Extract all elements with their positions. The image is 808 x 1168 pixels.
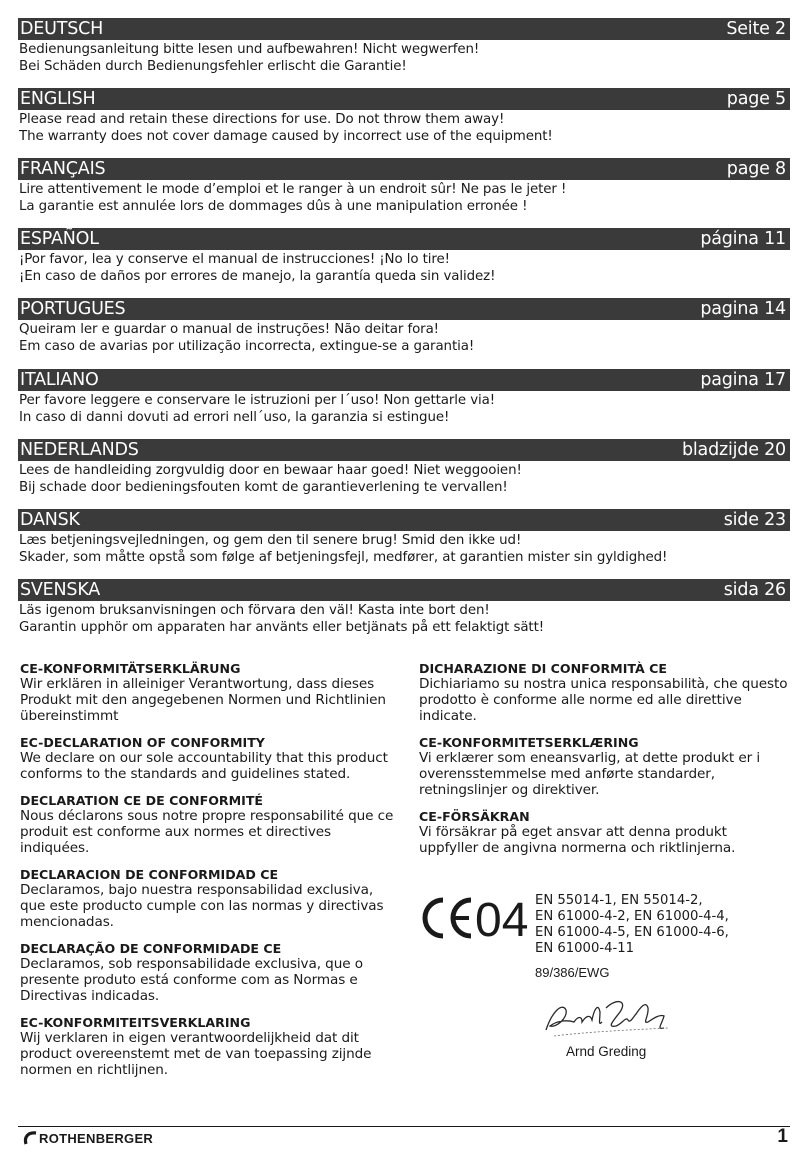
lang-text	[18, 391, 790, 426]
lang-block-deutsch	[18, 18, 790, 75]
declaration-text: We declare on our sole accountability that this product conforms to the standards and guidelines stated.	[20, 750, 388, 782]
lang-text-line: La garantie est annulée lors de dommages dûs à une manipulation erronée !	[19, 198, 528, 214]
lang-text-line: Bij schade door bedieningsfouten komt de garantieverlening te vervallen!	[19, 479, 508, 495]
declaration-da	[419, 735, 789, 798]
lang-text-line: ¡Por favor, lea y conserve el manual de instrucciones! ¡No lo tire!	[19, 252, 450, 267]
lang-name: ESPAÑOL	[20, 229, 99, 249]
lang-header	[18, 579, 790, 601]
ce-standard-line: EN 55014-1, EN 55014-2,	[535, 893, 703, 908]
declaration-title: DICHARAZIONE DI CONFORMITÀ CE	[419, 661, 667, 676]
lang-text-line: ¡En caso de daños por errores de manejo, la garantía queda sin validez!	[19, 268, 496, 284]
lang-header	[18, 158, 790, 180]
lang-text	[18, 601, 790, 636]
lang-block-italiano	[18, 369, 790, 426]
declaration-fr	[20, 793, 400, 856]
lang-text	[18, 110, 790, 145]
declaration-es	[20, 867, 400, 930]
page-number: 1	[777, 1126, 788, 1147]
lang-text-line: Per favore leggere e conservare le istruzioni per l´uso! Non gettarle via!	[19, 393, 496, 408]
lang-text	[18, 40, 790, 75]
ce-standard-line: EN 61000-4-2, EN 61000-4-4,	[535, 909, 729, 924]
lang-name: FRANÇAIS	[20, 159, 106, 179]
lang-page-ref: page 8	[726, 159, 786, 179]
lang-text-line: Lire attentivement le mode d’emploi et le ranger à un endroit sûr! Ne pas le jeter !	[19, 182, 567, 197]
lang-header	[18, 88, 790, 110]
declaration-text: Wir erklären in alleiniger Verantwortung, dass dieses Produkt mit den angegebenen Normen und Richtlinien übereinstimmt	[20, 676, 386, 724]
lang-name: NEDERLANDS	[20, 440, 139, 460]
declarations-left-column	[20, 661, 400, 1089]
lang-text-line: Bei Schäden durch Bedienungsfehler erlischt die Garantie!	[19, 58, 407, 74]
lang-text	[18, 461, 790, 496]
brand-logo	[22, 1130, 153, 1146]
lang-page-ref: Seite 2	[726, 19, 786, 39]
lang-text	[18, 531, 790, 566]
lang-text-line: In caso di danni dovuti ad errori nell´uso, la garanzia si estingue!	[19, 409, 450, 425]
brand-swoosh-icon	[22, 1130, 38, 1146]
declaration-it	[419, 661, 789, 724]
signature-image	[536, 990, 676, 1046]
brand-name: ROTHENBERGER	[39, 1130, 154, 1146]
declaration-text: Nous déclarons sous notre propre responsabilité que ce produit est conforme aux normes et directives indiquées.	[20, 808, 394, 856]
lang-page-ref: pagina 17	[700, 370, 786, 390]
lang-name: SVENSKA	[20, 580, 101, 600]
declaration-pt	[20, 941, 400, 1004]
declaration-text: Dichiariamo su nostra unica responsabilità, che questo prodotto è conforme alle norme ed alle direttive indicate.	[419, 676, 788, 724]
lang-block-espanol	[18, 228, 790, 285]
lang-name: DANSK	[20, 510, 80, 530]
lang-text-line: Skader, som måtte opstå som følge af betjeningsfejl, medfører, at garantien mister sin gyldighed!	[19, 549, 668, 565]
lang-header	[18, 509, 790, 531]
lang-text-line: Em caso de avarias por utilização incorrecta, extingue-se a garantia!	[19, 338, 475, 354]
lang-name: ENGLISH	[20, 89, 96, 109]
declaration-text: Declaramos, sob responsabilidade exclusiva, que o presente produto está conforme com as Normas e Directivas indicadas.	[20, 956, 363, 1004]
lang-text-line: Bedienungsanleitung bitte lesen und aufbewahren! Nicht wegwerfen!	[19, 42, 480, 57]
signatory-name: Arnd Greding	[566, 1044, 647, 1059]
lang-text-line: Læs betjeningsvejledningen, og gem den til senere brug! Smid den ikke ud!	[19, 533, 522, 548]
declaration-en	[20, 735, 400, 782]
lang-header	[18, 439, 790, 461]
lang-text-line: Please read and retain these directions for use. Do not throw them away!	[19, 112, 505, 127]
ce-mark-icon	[419, 890, 531, 946]
lang-name: PORTUGUES	[20, 299, 126, 319]
lang-block-dansk	[18, 509, 790, 566]
declaration-title: DECLARATION CE DE CONFORMITÉ	[20, 793, 264, 808]
lang-header	[18, 228, 790, 250]
lang-block-francais	[18, 158, 790, 215]
lang-name: DEUTSCH	[20, 19, 104, 39]
declaration-text: Wij verklaren in eigen verantwoordelijkheid dat dit product overeenstemt met de van toepassing zijnde normen en richtlijnen.	[20, 1030, 372, 1078]
lang-name: ITALIANO	[20, 370, 99, 390]
declaration-de	[20, 661, 400, 724]
lang-page-ref: página 11	[700, 229, 786, 249]
declaration-text: Vi försäkrar på eget ansvar att denna produkt uppfyller de angivna normerna och riktlinjerna.	[419, 824, 736, 856]
lang-text-line: Lees de handleiding zorgvuldig door en bewaar haar goed! Niet weggooien!	[19, 463, 522, 478]
lang-page-ref: side 23	[723, 510, 786, 530]
ce-mark-number: 04	[475, 894, 529, 946]
footer-divider	[18, 1126, 790, 1127]
ce-standards-list	[535, 893, 775, 957]
declarations-right-column	[419, 661, 789, 867]
lang-text-line: Garantin upphör om apparaten har använts eller betjänats på ett felaktigt sätt!	[19, 619, 545, 635]
declaration-title: CE-KONFORMITÄTSERKLÄRUNG	[20, 661, 241, 676]
lang-page-ref: sida 26	[723, 580, 786, 600]
declaration-nl	[20, 1015, 400, 1078]
ce-standard-line: EN 61000-4-5, EN 61000-4-6,	[535, 925, 729, 940]
declaration-text: Vi erklærer som eneansvarlig, at dette produkt er i overensstemmelse med anførte standarder, retningslinjer og direktiver.	[419, 750, 761, 798]
lang-block-portugues	[18, 298, 790, 355]
declaration-text: Declaramos, bajo nuestra responsabilidad exclusiva, que este producto cumple con las normas y directivas mencionadas.	[20, 882, 384, 930]
declaration-title: DECLARAÇÃO DE CONFORMIDADE CE	[20, 941, 282, 956]
declaration-title: CE-KONFORMITETSERKLÆRING	[419, 735, 639, 750]
declaration-title: EC-DECLARATION OF CONFORMITY	[20, 735, 265, 750]
lang-block-svenska	[18, 579, 790, 636]
lang-header	[18, 298, 790, 320]
ce-standard-line: EN 61000-4-11	[535, 941, 635, 956]
declaration-title: EC-KONFORMITEITSVERKLARING	[20, 1015, 251, 1030]
lang-text	[18, 250, 790, 285]
lang-page-ref: page 5	[726, 89, 786, 109]
lang-page-ref: pagina 14	[700, 299, 786, 319]
lang-text-line: The warranty does not cover damage caused by incorrect use of the equipment!	[19, 128, 553, 144]
lang-page-ref: bladzijde 20	[681, 440, 786, 460]
declaration-title: DECLARACION DE CONFORMIDAD CE	[20, 867, 279, 882]
lang-text-line: Läs igenom bruksanvisningen och förvara den väl! Kasta inte bort den!	[19, 603, 490, 618]
lang-block-nederlands	[18, 439, 790, 496]
lang-text	[18, 320, 790, 355]
lang-header	[18, 18, 790, 40]
declaration-sv	[419, 809, 789, 856]
lang-header	[18, 369, 790, 391]
declaration-title: CE-FÖRSÄKRAN	[419, 809, 530, 824]
lang-block-english	[18, 88, 790, 145]
lang-text-line: Queiram ler e guardar o manual de instruções! Não deitar fora!	[19, 322, 439, 337]
ce-directive: 89/386/EWG	[535, 965, 610, 980]
lang-text	[18, 180, 790, 215]
